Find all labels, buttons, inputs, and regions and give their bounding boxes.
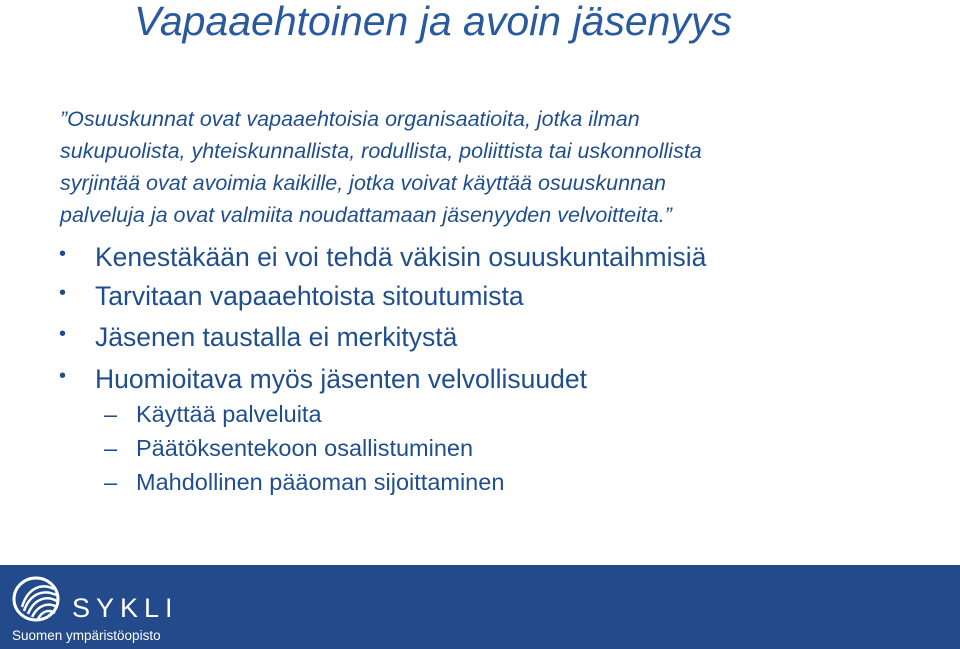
sub-bullet-item (104, 465, 505, 499)
bullet-item (59, 317, 458, 357)
dash-icon: – (104, 401, 118, 427)
bullet-item (59, 359, 587, 399)
quote-block (60, 103, 920, 231)
bullet-item (59, 237, 707, 277)
quote-line: ”Osuuskunnat ovat vapaaehtoisia organisaatioita, jotka ilman (60, 107, 640, 131)
logo-wordmark: SYKLI (72, 593, 179, 623)
sub-bullet-item (104, 397, 322, 431)
sub-bullet-item (104, 431, 474, 465)
dash-icon: – (104, 469, 118, 495)
bullet-text: Jäsenen taustalla ei merkitystä (95, 322, 458, 352)
bullet-icon: • (59, 365, 67, 387)
sub-bullet-text: Päätöksentekoon osallistuminen (136, 435, 474, 461)
sub-bullet-text: Mahdollinen pääoman sijoittaminen (136, 469, 505, 495)
quote-line: palveluja ja ovat valmiita noudattamaan jäsenyyden velvoitteita.” (60, 203, 672, 227)
quote-line: syrjintää ovat avoimia kaikille, jotka voivat käyttää osuuskunnan (60, 171, 666, 195)
sub-bullet-text: Käyttää palveluita (136, 401, 322, 427)
bullet-text: Kenestäkään ei voi tehdä väkisin osuuskuntaihmisiä (95, 242, 707, 272)
quote-line: sukupuolista, yhteiskunnallista, rodullista, poliittista tai uskonnollista (60, 139, 702, 163)
bullet-text: Tarvitaan vapaaehtoista sitoutumista (95, 281, 524, 311)
sykli-logo (12, 573, 179, 643)
footer-band (0, 565, 960, 649)
sykli-emblem-icon (12, 573, 68, 625)
logo-subtitle: Suomen ympäristöopisto (12, 628, 161, 643)
bullet-icon: • (59, 282, 67, 304)
slide-title: Vapaaehtoinen ja avoin jäsenyys (134, 0, 732, 44)
bullet-text: Huomioitava myös jäsenten velvollisuudet (95, 364, 587, 394)
dash-icon: – (104, 435, 118, 461)
bullet-icon: • (59, 323, 67, 345)
bullet-item (59, 276, 524, 316)
bullet-icon: • (59, 243, 67, 265)
